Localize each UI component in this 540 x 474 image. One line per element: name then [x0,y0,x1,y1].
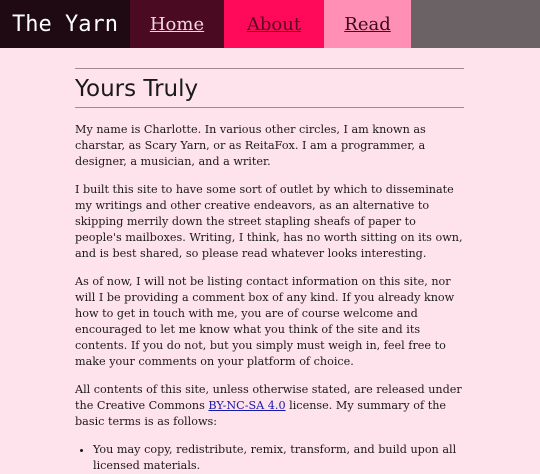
title-rule-bottom [75,107,464,108]
list-item: • You may copy, redistribute, remix, transform, and build upon all licensed materials. [93,442,464,474]
page-title: Yours Truly [75,76,199,102]
license-text-after: license. My summary of the basic terms is as follows: [75,399,447,428]
license-terms-list [75,442,464,474]
contact-paragraph: As of now, I will not be listing contact information on this site, nor will I be providing a comment box of any kind. If you already know how to get in touch with me, you are of course welcome and encouraged to let me know what you think of the site and its contents. If you do not, but you simply must weigh in, feel free to make your comments on your platform of choice. [75,275,455,368]
title-rule-top [75,68,464,69]
intro-paragraph: My name is Charlotte. In various other circles, I am known as charstar, as Scary Yarn, or as ReitaFox. I am a programmer, a designer, a musician, and a writer. [75,123,426,168]
top-nav [0,0,540,48]
site-brand[interactable]: The Yarn [0,0,130,48]
nav-home-link[interactable]: Home [130,0,224,48]
license-link[interactable]: BY-NC-SA 4.0 [208,399,286,412]
nav-read-link[interactable]: Read [324,0,411,48]
nav-about-link[interactable]: About [224,0,324,48]
license-text-before: All contents of this site, unless otherwise stated, are released under the Creative Commons [75,383,462,412]
nav-spacer [411,0,540,48]
main-content [75,48,464,474]
purpose-paragraph: I built this site to have some sort of outlet by which to disseminate my writings and other creative endeavors, as an alternative to skipping merrily down the street stapling sheafs of paper to people's mailboxes. Writing, I think, has no worth sitting on its own, and is best shared, so please read whatever looks interesting. [75,183,463,260]
license-paragraph [75,382,464,430]
